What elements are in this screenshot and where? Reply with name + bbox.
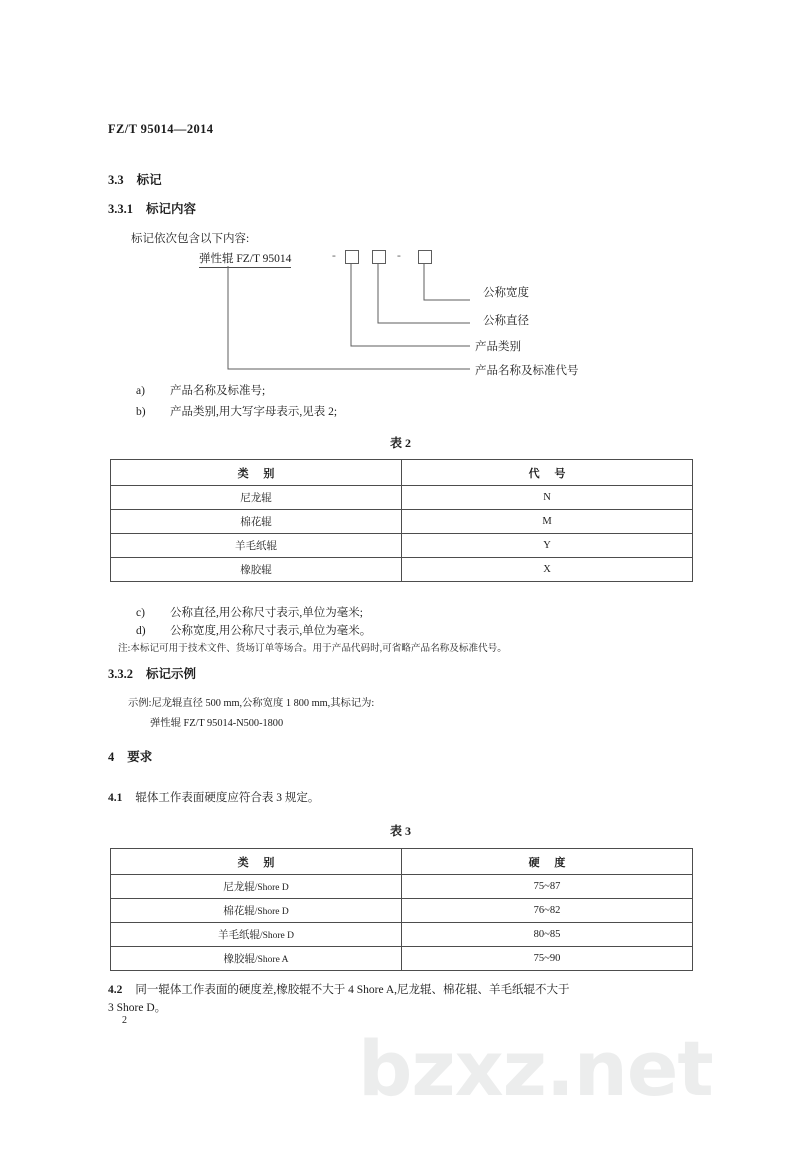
list-item-b-label: b) [136, 406, 146, 418]
table3-cell-category-cn: 橡胶辊 [223, 954, 255, 965]
table2-cell-code: N [402, 486, 693, 510]
table3-cell-category [111, 875, 402, 899]
clause-3-3-2-title: 标记示例 [146, 667, 197, 681]
marking-intro-text: 标记依次包含以下内容: [131, 233, 250, 245]
table3-cell-category-scale: /Shore D [254, 883, 289, 893]
table-3-hardness [110, 848, 693, 971]
table2-cell-category: 尼龙辊 [111, 486, 402, 510]
diagram-base-text: 弹性辊 FZ/T 95014 [199, 250, 291, 268]
list-item-a-text: 产品名称及标准号; [170, 385, 266, 397]
diagram-separator-2: - [397, 250, 401, 262]
list-item-b [136, 403, 337, 419]
list-item-c-text: 公称直径,用公称尺寸表示,单位为毫米; [170, 607, 363, 619]
diagram-label-product-category: 产品类别 [475, 341, 521, 353]
diagram-label-nominal-width: 公称宽度 [483, 287, 529, 299]
clause-4-1-text: 辊体工作表面硬度应符合表 3 规定。 [135, 792, 320, 804]
diagram-box-category [345, 250, 359, 264]
table3-header-row [111, 849, 693, 875]
clause-4-number: 4 [108, 750, 115, 764]
clause-4 [108, 747, 152, 765]
clause-4-2-number: 4.2 [108, 984, 123, 996]
page-number: 2 [122, 1015, 127, 1026]
table3-cell-category-cn: 羊毛纸辊 [217, 930, 260, 941]
clause-3-3-2 [108, 664, 196, 682]
table2-cell-category: 羊毛纸辊 [111, 534, 402, 558]
table3-cell-category [111, 923, 402, 947]
clause-4-2-line1 [108, 981, 570, 999]
table3-cell-hardness: 76~82 [402, 899, 693, 923]
list-item-d-text: 公称宽度,用公称尺寸表示,单位为毫米。 [170, 625, 372, 637]
table2-caption: 表 2 [390, 436, 412, 450]
table3-cell-category [111, 899, 402, 923]
clause-4-1-number: 4.1 [108, 792, 123, 804]
table2-header-category: 类 别 [111, 460, 402, 486]
table2-header-code: 代 号 [402, 460, 693, 486]
table3-cell-category-scale: /Shore A [254, 955, 289, 965]
clause-3-3-2-number: 3.3.2 [108, 667, 133, 681]
table3-header-category: 类 别 [111, 849, 402, 875]
list-item-a [136, 382, 265, 398]
list-item-a-label: a) [136, 385, 145, 397]
clause-3-3-number: 3.3 [108, 173, 124, 187]
clause-4-2-line2: 3 Shore D。 [108, 1002, 167, 1014]
table-row [111, 947, 693, 971]
diagram-label-product-name-std: 产品名称及标准代号 [475, 365, 579, 377]
table-row [111, 510, 693, 534]
table2-cell-code: M [402, 510, 693, 534]
table3-cell-category-scale: /Shore D [259, 931, 295, 941]
clause-4-2-text-1: 同一辊体工作表面的硬度差,橡胶辊不大于 4 Shore A,尼龙辊、棉花辊、羊毛纸辊不大于 [135, 984, 570, 996]
table3-cell-hardness: 75~90 [402, 947, 693, 971]
clause-3-3 [108, 170, 162, 188]
diagram-label-nominal-diameter: 公称直径 [483, 315, 529, 327]
table3-header-hardness: 硬 度 [402, 849, 693, 875]
example-line-2: 弹性辊 FZ/T 95014-N500-1800 [150, 718, 284, 729]
table2-cell-code: Y [402, 534, 693, 558]
table-row [111, 558, 693, 582]
table2-header-row [111, 460, 693, 486]
marking-note: 注:本标记可用于技术文件、货场订单等场合。用于产品代码时,可省略产品名称及标准代号。 [118, 643, 507, 654]
clause-4-title: 要求 [127, 750, 153, 764]
table3-cell-category-scale: /Shore D [254, 907, 289, 917]
table-2-category-codes [110, 459, 693, 582]
list-item-d-label: d) [136, 625, 146, 637]
table2-cell-code: X [402, 558, 693, 582]
table3-cell-category-cn: 棉花辊 [223, 906, 255, 917]
list-item-c-label: c) [136, 607, 145, 619]
watermark-bzxz: bzxz.net [358, 1024, 713, 1113]
diagram-separator-1: - [332, 250, 336, 262]
list-item-c [136, 604, 363, 620]
table-row [111, 923, 693, 947]
table3-cell-hardness: 80~85 [402, 923, 693, 947]
clause-3-3-1-number: 3.3.1 [108, 202, 133, 216]
table2-cell-category: 橡胶辊 [111, 558, 402, 582]
clause-3-3-1 [108, 199, 196, 217]
table3-cell-category [111, 947, 402, 971]
table-row [111, 534, 693, 558]
diagram-box-width [418, 250, 432, 264]
clause-3-3-1-title: 标记内容 [146, 202, 197, 216]
diagram-box-diameter [372, 250, 386, 264]
table3-cell-hardness: 75~87 [402, 875, 693, 899]
table2-cell-category: 棉花辊 [111, 510, 402, 534]
clause-3-3-title: 标记 [136, 173, 162, 187]
table3-caption: 表 3 [390, 824, 412, 838]
list-item-d [136, 622, 371, 638]
table-row [111, 486, 693, 510]
table3-cell-category-cn: 尼龙辊 [223, 882, 255, 893]
standard-number-header: FZ/T 95014—2014 [108, 122, 214, 136]
example-line-1: 示例:尼龙辊直径 500 mm,公称宽度 1 800 mm,其标记为: [128, 698, 375, 709]
clause-4-1 [108, 789, 319, 805]
table-row [111, 875, 693, 899]
table-row [111, 899, 693, 923]
list-item-b-text: 产品类别,用大写字母表示,见表 2; [170, 406, 338, 418]
